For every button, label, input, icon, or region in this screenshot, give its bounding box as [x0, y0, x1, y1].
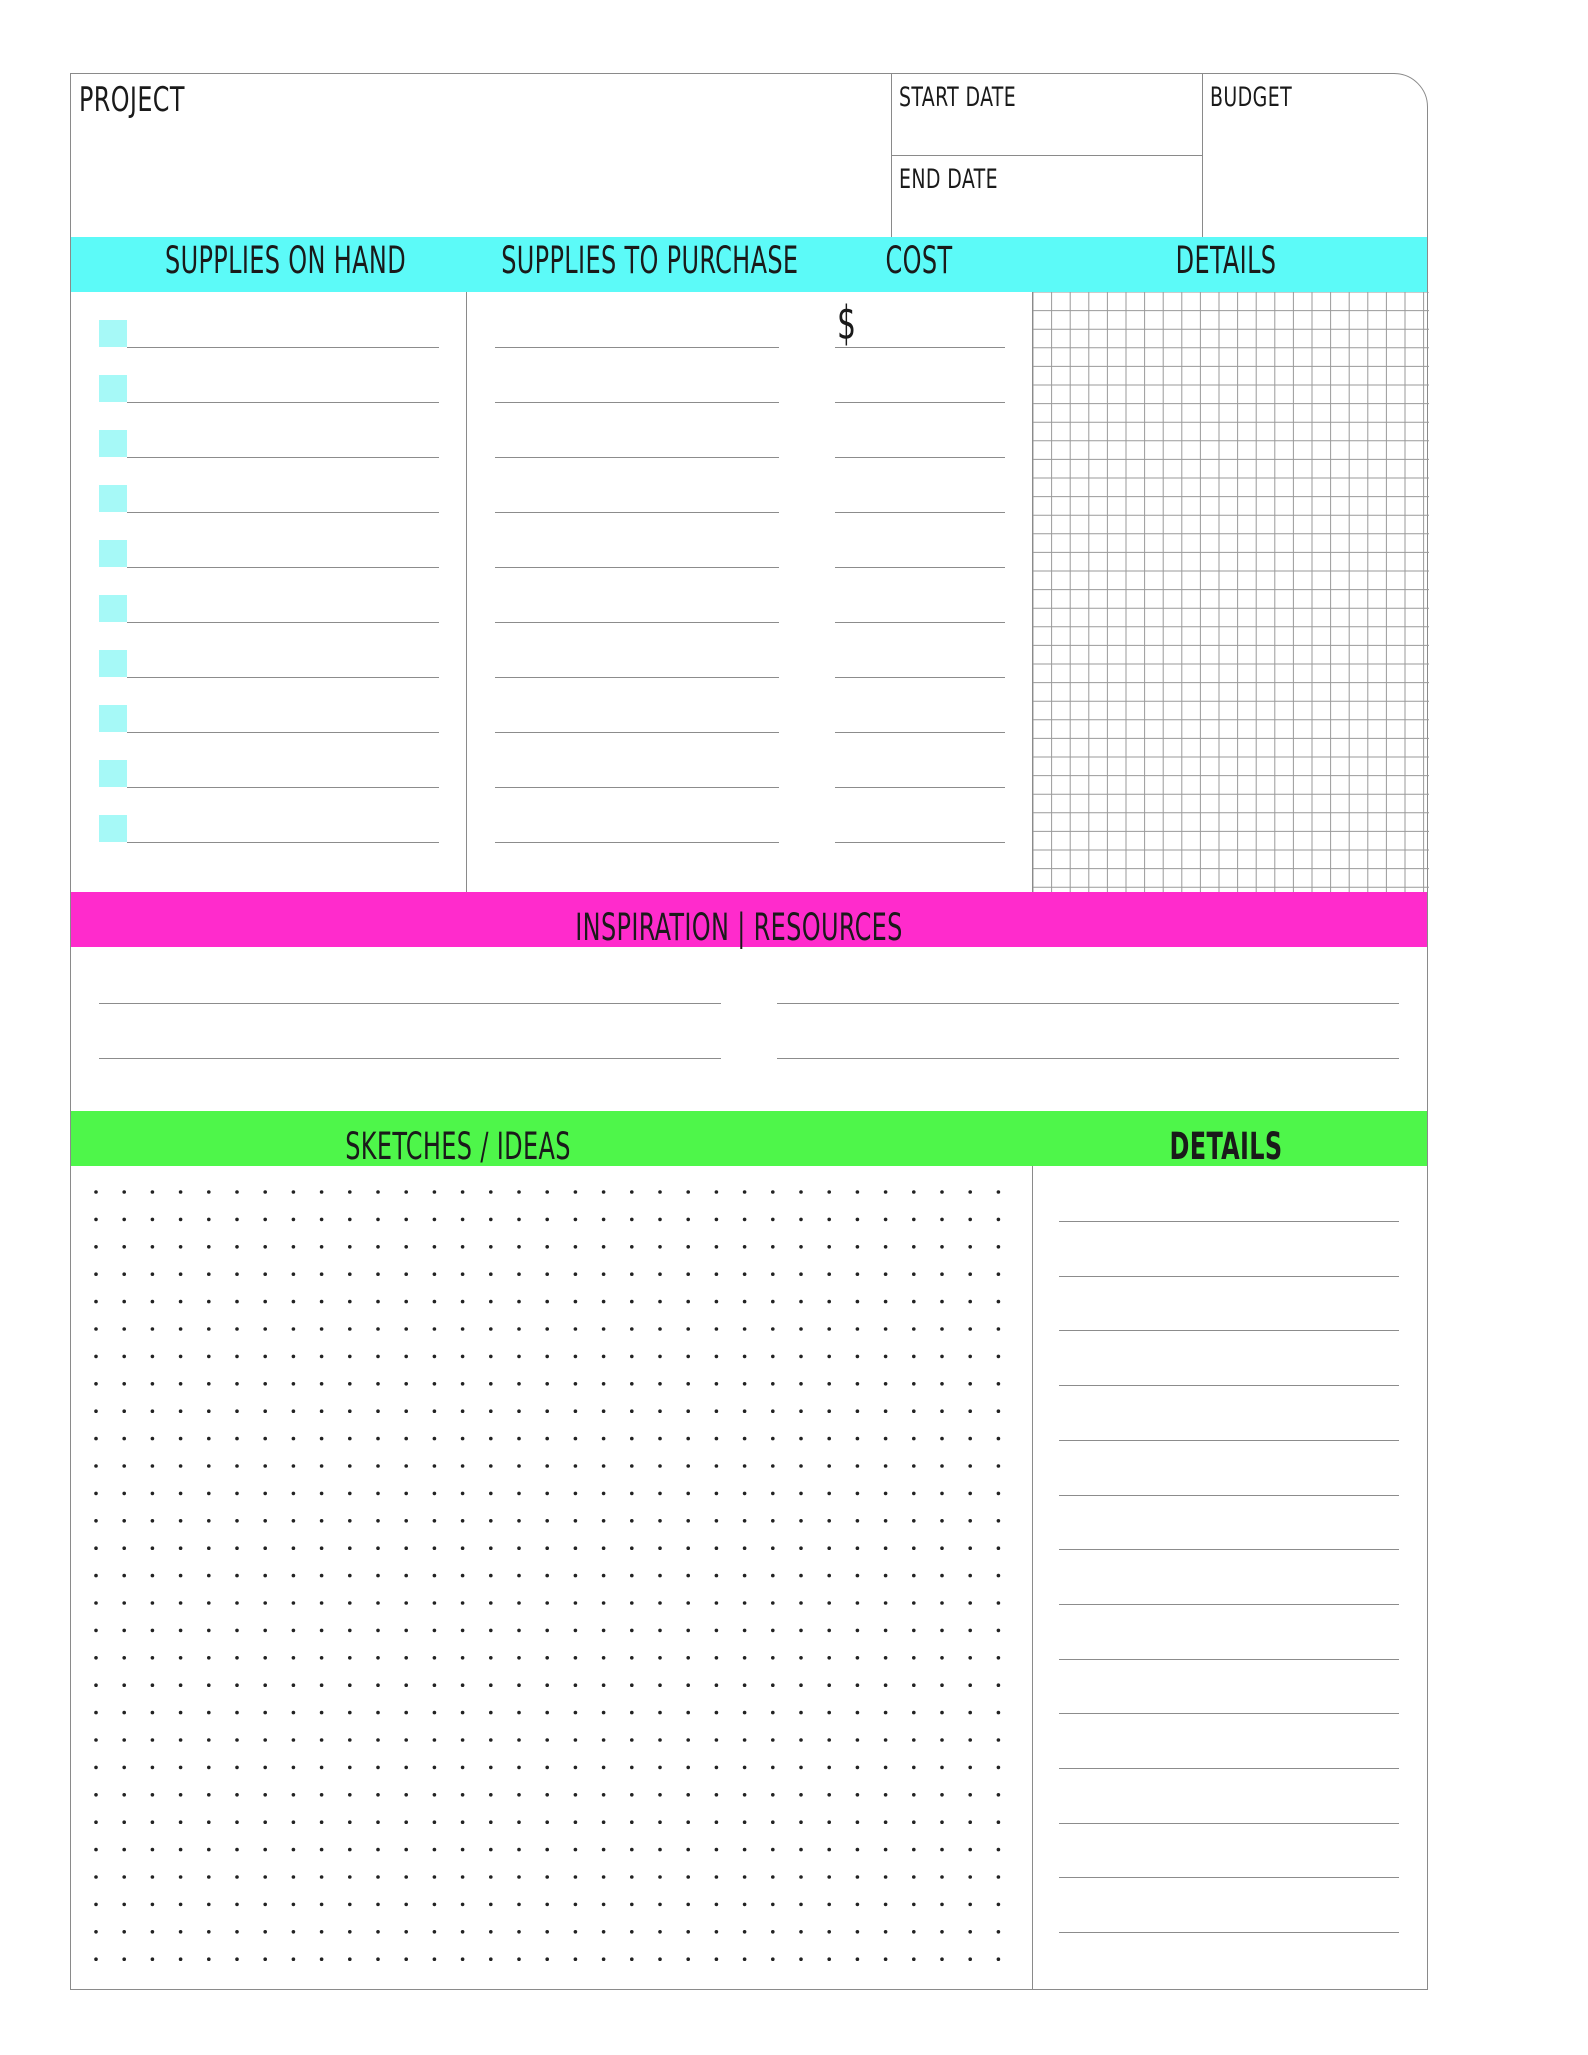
inspiration-header-band: [71, 892, 1427, 947]
supply-checkbox[interactable]: [99, 595, 127, 622]
supply-on-hand-line[interactable]: [127, 732, 439, 733]
column-divider: [466, 292, 467, 892]
cost-line[interactable]: [835, 677, 1005, 678]
supply-to-purchase-line[interactable]: [495, 347, 779, 348]
inspiration-line[interactable]: [99, 1058, 721, 1059]
supply-to-purchase-line[interactable]: [495, 567, 779, 568]
supply-on-hand-line[interactable]: [127, 787, 439, 788]
supply-checkbox[interactable]: [99, 650, 127, 677]
supply-checkbox[interactable]: [99, 375, 127, 402]
sketch-detail-line[interactable]: [1059, 1495, 1399, 1496]
supply-on-hand-line[interactable]: [127, 622, 439, 623]
planner-page-frame: [70, 73, 1428, 1990]
sketches-ideas-heading: SKETCHES / IDEAS: [345, 1125, 571, 1168]
supply-checkbox[interactable]: [99, 485, 127, 512]
budget-label: BUDGET: [1210, 82, 1293, 113]
supply-on-hand-line[interactable]: [127, 512, 439, 513]
inspiration-line[interactable]: [777, 1003, 1399, 1004]
supply-to-purchase-line[interactable]: [495, 787, 779, 788]
sketch-detail-line[interactable]: [1059, 1823, 1399, 1824]
cost-line[interactable]: [835, 402, 1005, 403]
supply-checkbox[interactable]: [99, 815, 127, 842]
cost-line[interactable]: [835, 512, 1005, 513]
inspiration-line[interactable]: [99, 1003, 721, 1004]
column-divider: [1032, 1166, 1033, 1990]
sketch-detail-line[interactable]: [1059, 1385, 1399, 1386]
sketch-detail-line[interactable]: [1059, 1549, 1399, 1550]
supply-checkbox[interactable]: [99, 320, 127, 347]
cost-line[interactable]: [835, 347, 1005, 348]
cost-line[interactable]: [835, 622, 1005, 623]
supply-to-purchase-line[interactable]: [495, 677, 779, 678]
details-heading: DETAILS: [1175, 239, 1277, 282]
supplies-to-purchase-heading: SUPPLIES TO PURCHASE: [501, 239, 799, 282]
sketch-details-heading: DETAILS: [1169, 1125, 1283, 1168]
end-date-field[interactable]: [892, 156, 1202, 237]
supply-to-purchase-line[interactable]: [495, 732, 779, 733]
cost-line[interactable]: [835, 787, 1005, 788]
supply-checkbox[interactable]: [99, 705, 127, 732]
supply-on-hand-line[interactable]: [127, 347, 439, 348]
budget-field[interactable]: [1203, 74, 1427, 237]
sketch-detail-line[interactable]: [1059, 1440, 1399, 1441]
project-name-field[interactable]: [71, 74, 891, 237]
supplies-on-hand-heading: SUPPLIES ON HAND: [165, 239, 407, 282]
supply-checkbox[interactable]: [99, 540, 127, 567]
currency-symbol: $: [837, 296, 856, 350]
supply-on-hand-line[interactable]: [127, 567, 439, 568]
sketch-detail-line[interactable]: [1059, 1659, 1399, 1660]
sketch-detail-line[interactable]: [1059, 1330, 1399, 1331]
sketches-header-band: [71, 1111, 1427, 1166]
sketch-detail-line[interactable]: [1059, 1604, 1399, 1605]
cost-line[interactable]: [835, 732, 1005, 733]
end-date-label: END DATE: [899, 164, 998, 195]
supply-to-purchase-line[interactable]: [495, 622, 779, 623]
sketch-dot-grid[interactable]: [71, 1166, 1032, 1990]
supplies-header-band: [71, 237, 1427, 292]
supply-checkbox[interactable]: [99, 430, 127, 457]
sketch-detail-line[interactable]: [1059, 1877, 1399, 1878]
cost-line[interactable]: [835, 567, 1005, 568]
cost-line[interactable]: [835, 842, 1005, 843]
supply-to-purchase-line[interactable]: [495, 402, 779, 403]
sketch-detail-line[interactable]: [1059, 1768, 1399, 1769]
start-date-label: START DATE: [899, 82, 1017, 113]
supply-on-hand-line[interactable]: [127, 842, 439, 843]
supply-to-purchase-line[interactable]: [495, 512, 779, 513]
details-graph-grid[interactable]: [1033, 292, 1429, 892]
supply-on-hand-line[interactable]: [127, 402, 439, 403]
supply-to-purchase-line[interactable]: [495, 457, 779, 458]
inspiration-line[interactable]: [777, 1058, 1399, 1059]
cost-heading: COST: [885, 239, 953, 282]
sketch-detail-line[interactable]: [1059, 1713, 1399, 1714]
cost-line[interactable]: [835, 457, 1005, 458]
supply-on-hand-line[interactable]: [127, 457, 439, 458]
supply-on-hand-line[interactable]: [127, 677, 439, 678]
sketch-detail-line[interactable]: [1059, 1932, 1399, 1933]
supply-to-purchase-line[interactable]: [495, 842, 779, 843]
project-label: PROJECT: [79, 80, 185, 120]
sketch-detail-line[interactable]: [1059, 1276, 1399, 1277]
supply-checkbox[interactable]: [99, 760, 127, 787]
sketch-detail-line[interactable]: [1059, 1221, 1399, 1222]
inspiration-resources-heading: INSPIRATION | RESOURCES: [575, 906, 903, 949]
start-date-field[interactable]: [892, 74, 1202, 155]
